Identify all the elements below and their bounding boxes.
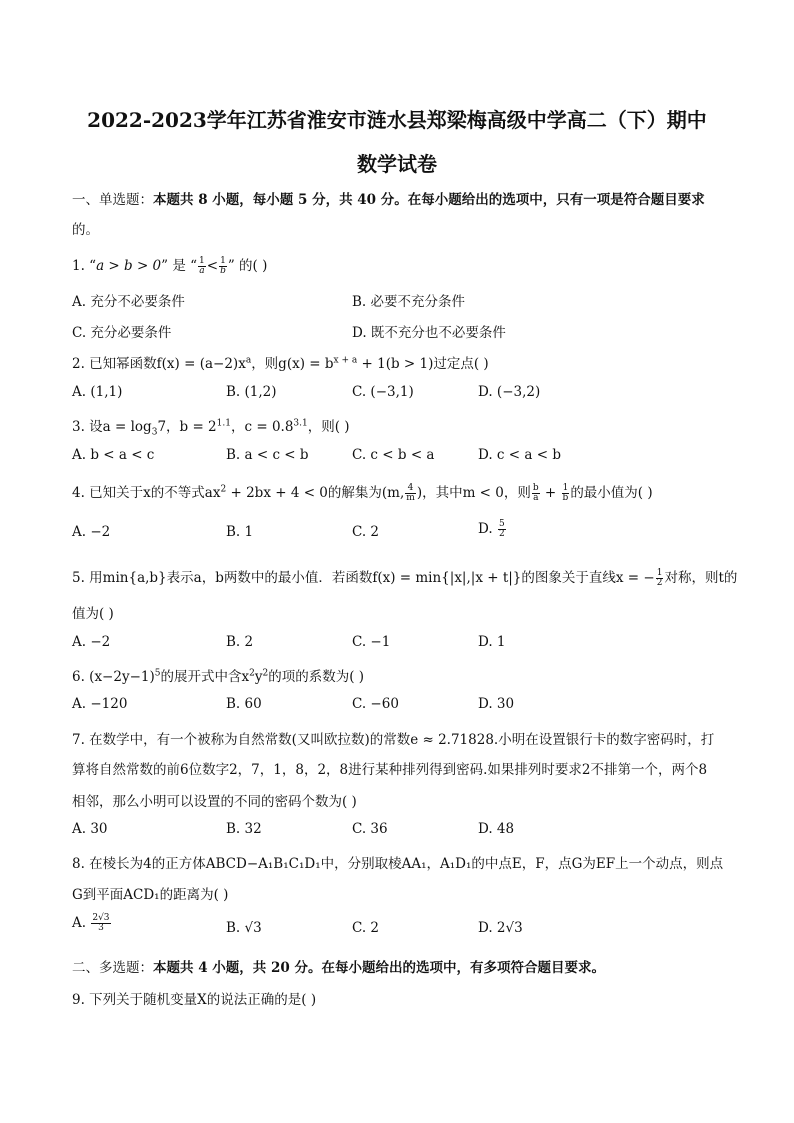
q3-text-d: ，则( ) [307,419,350,435]
q3-option-c[interactable]: C. c < b < a [352,447,435,463]
q4-text-b: + 2bx + 4 < 0的解集为(m, [226,485,405,501]
q2-option-a[interactable]: A. (1,1) [72,384,123,400]
question-9-stem: 9. 下列关于随机变量X的说法正确的是( ) [72,992,317,1008]
question-2-stem [72,352,722,372]
q3-sup2: 3.1 [293,418,308,429]
q8-option-b[interactable]: B. √3 [226,920,262,936]
q3-text-b: 7，b = 2 [157,419,217,435]
q3-text-a: 3. 设a = log [72,419,152,435]
q6-text-a: 6. (x−2y−1) [72,669,155,685]
section1-prefix: 一、单选题： [72,192,153,208]
question-7-line3: 相邻，那么小明可以设置的不同的密码个数为( ) [72,794,357,810]
q2-text-b: ，则g(x) = b [251,356,334,372]
q5-text-a: 5. 用min{a,b}表示a，b两数中的最小值．若函数f(x) = min{|x|,|x + t|}的图象关于直线x = − [72,570,655,586]
section2-prefix: 二、多选题： [72,960,153,976]
question-8-line2: G到平面ACD₁的距离为( ) [72,887,229,903]
q3-option-b[interactable]: B. a < c < b [226,447,309,463]
q7-option-c[interactable]: C. 36 [352,821,388,837]
q4-text-d: + [540,485,561,501]
exam-title-line1: 2022-2023学年江苏省淮安市涟水县郑梁梅高级中学高二（下）期中 [87,108,707,132]
q3-text-c: ，c = 0.8 [230,419,294,435]
q1-option-b[interactable]: B. 必要不充分条件 [352,294,466,310]
q1-text-a: 1. “ [72,258,97,274]
question-4-stem [72,481,722,503]
q6-option-a[interactable]: A. −120 [72,696,128,712]
q2-text-c: + 1(b > 1)过定点( ) [357,356,489,372]
q4-frac3: $\frac{1}{b}$ [562,483,569,503]
q4-option-d-frac: $\frac{5}{2}$ [498,519,505,539]
q7-option-b[interactable]: B. 32 [226,821,262,837]
section2-instructions: 本题共 4 小题，共 20 分。在每小题给出的选项中，有多项符合题目要求。 [153,960,605,976]
q6-text-b: 的展开式中含x [160,669,250,685]
q4-option-b[interactable]: B. 1 [226,524,254,540]
q2-option-b[interactable]: B. (1,2) [226,384,277,400]
q2-option-c[interactable]: C. (−3,1) [352,384,414,400]
q6-text-c: y [254,669,263,685]
q8-option-a[interactable]: A. $\frac{2√3}{3}$ [72,913,110,933]
q6-sup1: 5 [154,668,161,679]
q4-option-d[interactable]: D. $\frac{5}{2}$ [478,519,505,539]
q4-text-c: )，其中m < 0，则 [416,485,531,501]
q4-sup: 2 [220,484,227,495]
q3-sub: 3 [151,427,158,438]
question-3-stem [72,415,722,438]
q5-option-d[interactable]: D. 1 [478,634,506,650]
q3-option-d[interactable]: D. c < a < b [478,447,561,463]
section1-continuation: 的。 [72,222,99,238]
section1-instructions: 本题共 8 小题，每小题 5 分，共 40 分。在每小题给出的选项中，只有一项是符合题目要求 [153,192,705,208]
q6-sup3: 2 [262,668,269,679]
q2-sup-b: x + a [333,355,358,366]
question-6-stem [72,665,722,685]
question-1-stem: 1. “a > b > 0” 是 “ $\frac{1}{a}$ < $\frac{1}{b}$ ” 的( ) [72,256,268,276]
q7-option-a[interactable]: A. 30 [72,821,108,837]
q3-sup1: 1.1 [216,418,231,429]
exam-title-line2: 数学试卷 [357,152,437,176]
q6-option-d[interactable]: D. 30 [478,696,515,712]
q4-option-a[interactable]: A. −2 [72,524,111,540]
q1-text-b: ” 是 “ [161,258,198,274]
q5-option-a[interactable]: A. −2 [72,634,111,650]
question-7-line1: 7. 在数学中，有一个被称为自然常数(又叫欧拉数)的常数e ≈ 2.71828.小明在设置银行卡的数字密码时，打 [72,732,715,748]
q1-condition: a > b > 0 [96,258,162,274]
q2-option-d[interactable]: D. (−3,2) [478,384,541,400]
q1-frac1: $\frac{1}{a}$ [199,256,205,276]
q4-option-c[interactable]: C. 2 [352,524,380,540]
q5-frac: $\frac{1}{2}$ [656,568,663,588]
q7-option-d[interactable]: D. 48 [478,821,515,837]
q8-option-a-frac: $\frac{2√3}{3}$ [92,913,110,933]
q6-option-c[interactable]: C. −60 [352,696,399,712]
question-8-line1: 8. 在棱长为4的正方体ABCD−A₁B₁C₁D₁中，分别取棱AA₁，A₁D₁的中点E，F，点G为EF上一个动点，则点 [72,856,724,872]
section2-header [72,956,722,976]
q6-text-d: 的项的系数为( ) [268,669,365,685]
q1-option-a[interactable]: A. 充分不必要条件 [72,294,185,310]
question-7-line2: 算将自然常数的前6位数字2，7，1，8，2，8进行某种排列得到密码.如果排列时要求2不排第一个，两个8 [72,762,708,778]
q4-frac2: $\frac{b}{a}$ [532,483,539,503]
q1-option-c[interactable]: C. 充分必要条件 [72,325,172,341]
question-5-stem [72,566,738,588]
q5-option-b[interactable]: B. 2 [226,634,254,650]
q1-option-d[interactable]: D. 既不充分也不必要条件 [352,325,506,341]
q8-option-d[interactable]: D. 2√3 [478,920,523,936]
q1-text-c: ” 的( ) [227,258,268,274]
q6-option-b[interactable]: B. 60 [226,696,262,712]
q1-frac2: $\frac{1}{b}$ [220,256,226,276]
q4-text-a: 4. 已知关于x的不等式ax [72,485,221,501]
q6-sup2: 2 [249,668,255,679]
q2-text-a: 2. 已知幂函数f(x) = (a−2)x [72,356,246,372]
q2-sup-a: a [245,355,252,366]
q4-frac1: $\frac{4}{m}$ [406,483,415,503]
q8-option-c[interactable]: C. 2 [352,920,380,936]
question-5-line2: 值为( ) [72,606,114,622]
q3-option-a[interactable]: A. b < a < c [72,447,155,463]
q5-text-b: 对称，则t的 [664,570,738,586]
section1-header [72,188,722,208]
q5-option-c[interactable]: C. −1 [352,634,391,650]
q4-text-e: 的最小值为( ) [570,485,653,501]
